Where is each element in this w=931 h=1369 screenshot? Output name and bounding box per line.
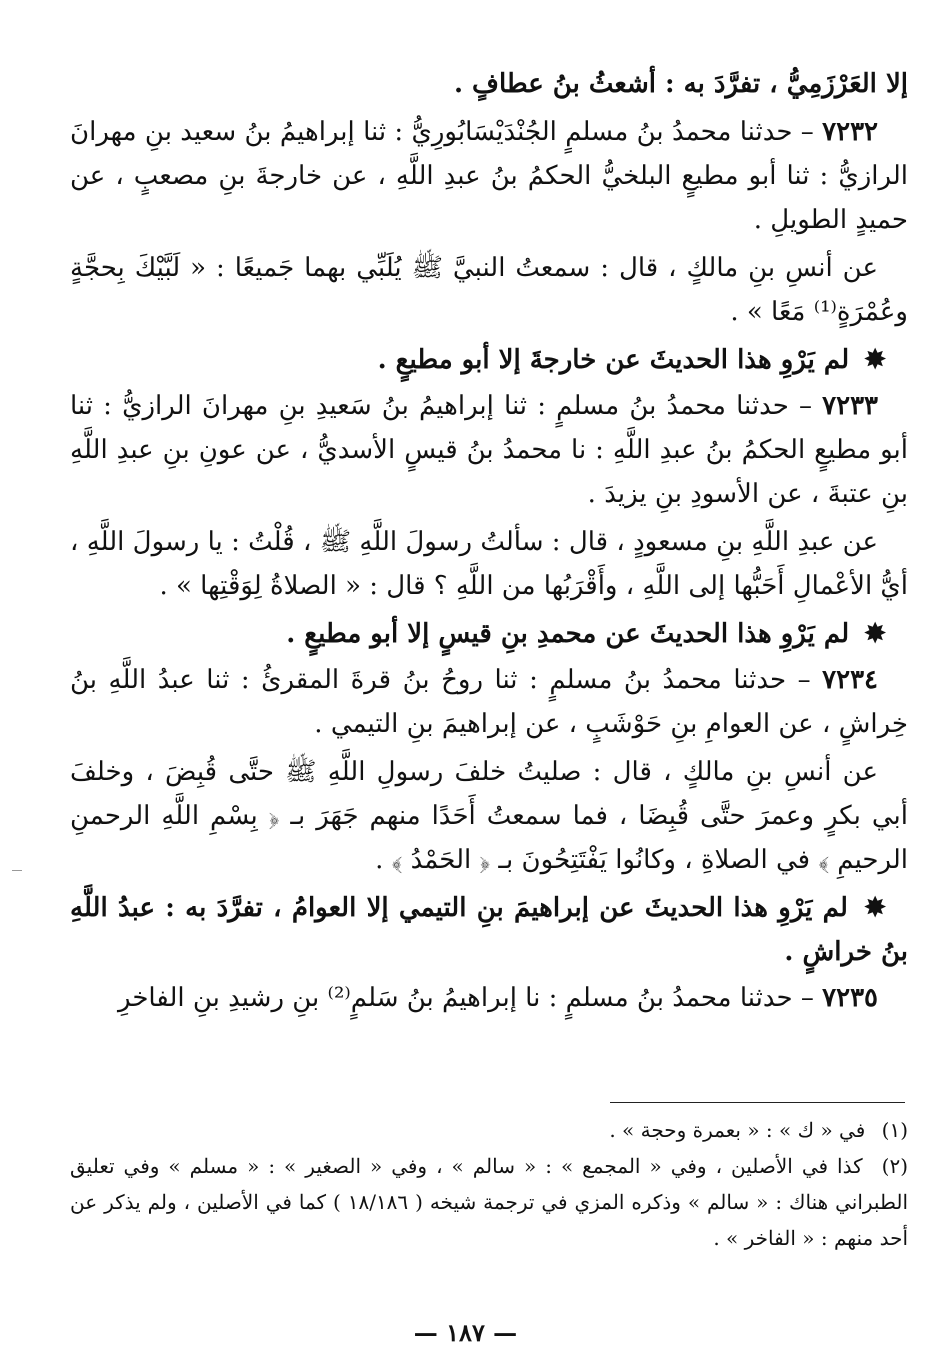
hadith-isnad: – حدثنا محمدُ بنُ مسلمٍ : نا إبراهيمُ بنُ سَلمٍ⁽²⁾ بنِ رشيدِ بنِ الفاخرِ	[117, 983, 814, 1013]
hadith-paragraph	[70, 110, 908, 242]
hadith-note	[70, 886, 908, 974]
footnote-text: في « ك » : « بعمرة وحجة » .	[609, 1118, 866, 1142]
footnote	[70, 1112, 908, 1148]
page-edge-mark	[12, 870, 22, 871]
hadith-note	[70, 338, 908, 382]
hadith-matn: عن عبدِ اللَّهِ بنِ مسعودٍ ، قال : سألتُ رسولَ اللَّهِ ﷺ ، قُلْتُ : يا رسولَ اللَّهِ ، أيُّ الأعْمالِ أَحَبُّها إلى اللَّهِ ، وأَقْرَبُها من اللَّهِ ؟ قال : « الصلاةُ لِوَقْتِها » .	[70, 527, 908, 601]
footnote-text: كذا في الأصلين ، وفي « المجمع » : « سالم » ، وفي « الصغير » : « مسلم » وفي تعليق الطبراني هناك : « سالم » وذكره المزي في ترجمة شيخه ( ١٨/١٨٦ ) كما في الأصلين ، ولم يذكر عن أحد منهم : « الفاخر » .	[70, 1154, 908, 1250]
note-text: لم يَرْوِ هذا الحديثَ عن إبراهيمَ بنِ التيمي إلا العوامُ ، تفرَّدَ به : عبدُ اللَّهِ بنُ خراشٍ .	[70, 893, 908, 967]
hadith-number: ٧٢٣٥	[822, 983, 878, 1013]
asterisk-icon: ✸	[864, 345, 886, 375]
text-line: إلا العَرْزَمِيُّ ، تفرَّدَ به : أشعثُ بنُ عطافٍ .	[453, 69, 908, 99]
hadith-paragraph	[70, 658, 908, 746]
hadith-paragraph	[70, 976, 908, 1020]
footnote-marker: (٢)	[881, 1154, 909, 1178]
hadith-number: ٧٢٣٣	[822, 391, 878, 421]
hadith-isnad: – حدثنا محمدُ بنُ مسلمٍ الجُنْدَيْسَابُورِيُّ : ثنا إبراهيمُ بنُ سعيد بنِ مهرانَ الرازيُّ : ثنا أبو مطيعٍ البلخيُّ الحكمُ بنُ عبدِ اللَّهِ ، عن خارجةَ بنِ مصعبٍ ، عن حميدٍ الطويلِ .	[70, 117, 908, 235]
note-text: لم يَرْوِ هذا الحديثَ عن خارجةَ إلا أبو مطيعٍ .	[377, 345, 850, 375]
page-number: — ١٨٧ —	[413, 1318, 518, 1347]
footnotes	[70, 1112, 908, 1256]
page-body	[70, 62, 908, 1024]
hadith-paragraph	[70, 384, 908, 516]
hadith-matn: عن أنسِ بنِ مالكٍ ، قال : سمعتُ النبيَّ ﷺ يُلَبِّي بهما جَميعًا : « لَبَّيْكَ بِحجَّةٍ وعُمْرَةٍ⁽¹⁾ مَعًا » .	[70, 253, 908, 327]
hadith-isnad: – حدثنا محمدُ بنُ مسلمٍ : ثنا روحُ بنُ قرةَ المقرئُ : ثنا عبدُ اللَّهِ بنُ خِراشٍ ، عن العوامِ بنِ حَوْشَبٍ ، عن إبراهيمَ بنِ التيمي .	[70, 665, 908, 739]
footnote-marker: (١)	[881, 1118, 908, 1142]
note-text: لم يَرْوِ هذا الحديثَ عن محمدِ بنِ قيسٍ إلا أبو مطيعٍ .	[286, 619, 850, 649]
hadith-number: ٧٢٣٢	[822, 117, 879, 147]
footnote	[70, 1148, 908, 1256]
hadith-matn: عن أنسِ بنِ مالكٍ ، قال : صليتُ خلفَ رسولِ اللَّهِ ﷺ حتَّى قُبِضَ ، وخلفَ أبي بكرٍ وعمرَ حتَّى قُبِضَا ، فما سمعتُ أَحَدًا منهم جَهَرَ بـ ﴿ بِسْمِ اللَّهِ الرحمنِ الرحيمِ ﴾ في الصلاةِ ، وكانُوا يَفْتَتِحُونَ بـ ﴿ الحَمْدُ ﴾ .	[70, 757, 909, 875]
hadith-note	[70, 612, 908, 656]
hadith-isnad: – حدثنا محمدُ بنُ مسلمٍ : ثنا إبراهيمُ بنُ سَعيدِ بنِ مهرانَ الرازيُّ : ثنا أبو مطيعٍ الحكمُ بنُ عبدِ اللَّهِ : نا محمدُ بنُ قيسٍ الأسديُّ ، عن عونِ بنِ عبدِ اللَّهِ بنِ عتبةَ ، عن الأسودِ بنِ يزيدَ .	[70, 391, 908, 509]
asterisk-icon: ✸	[864, 619, 886, 649]
hadith-number: ٧٢٣٤	[822, 665, 878, 695]
asterisk-icon: ✸	[864, 893, 886, 923]
footnote-divider	[610, 1102, 905, 1103]
